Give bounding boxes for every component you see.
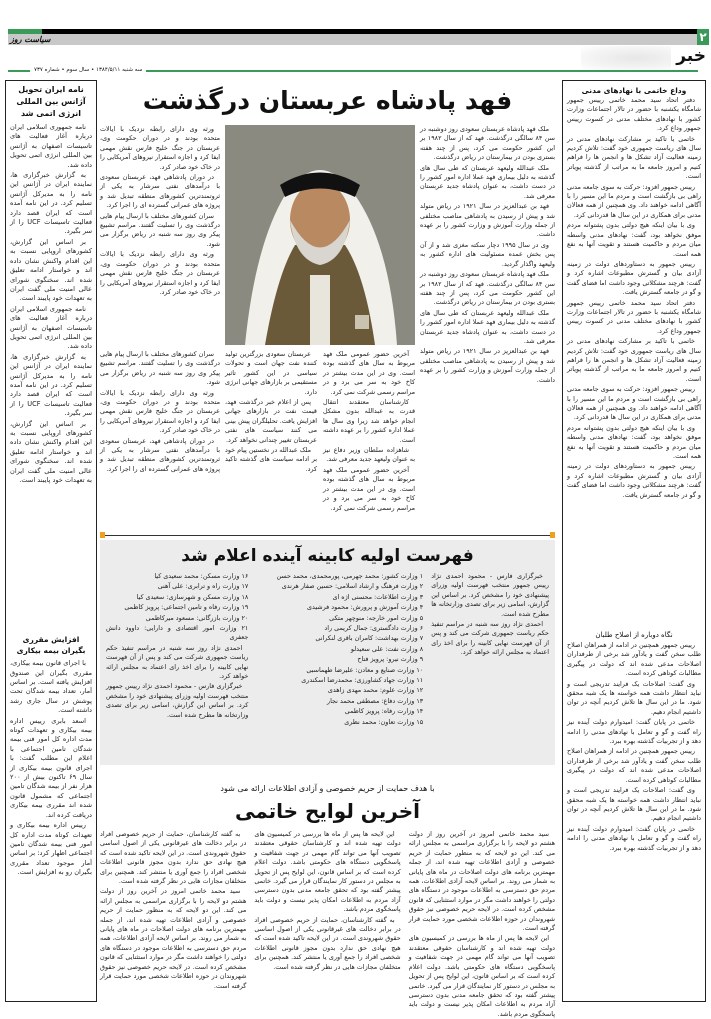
paragraph: به گزارش خبرگزاری ها، نماینده ایران در آژانس این نامه را به مدیرکل آژانس تسلیم کرد. در این نامه آمده است که ایران قصد دارد فعالیت تاسیسات UCF را از سر بگیرد. <box>10 171 92 236</box>
list-item: ۱۰ وزارت صنایع و معادن: علیرضا طهماسبی <box>306 665 424 674</box>
list-item: ۹ وزارت نیرو: پرویز فتاح <box>357 655 424 664</box>
paragraph: رییس جمهور افزود: حرکت به سوی جامعه مدنی راهی بی بازگشت است و مردم ما این مسیر را با آگاهی ادامه خواهند داد. وی همچنین از همه فعالان مدنی برای همکاری در این سال ها قدردانی کرد. <box>567 385 701 422</box>
king-fahd-photo <box>225 125 415 345</box>
paragraph: در دوران پادشاهی فهد، عربستان سعودی با درآمدهای نفتی سرشار به یکی از ثروتمندترین کشورهای منطقه تبدیل شد و پروژه های عمرانی گسترده ای را اجرا کرد. <box>100 436 220 473</box>
article-body-2 <box>10 659 92 998</box>
paragraph: خبرگزاری فارس - محمود احمدی نژاد رییس جمهور منتخب فهرست اولیه وزرای پیشنهادی خود را مشخص کرد. بر اساس این گزارش، اسامی زیر برای تصدی وزارتخانه ها مطرح شده است. <box>431 572 549 618</box>
paragraph: دفتر اتحاد سید محمد خاتمی رییس جمهور شامگاه یکشنبه با حضور در تالار اجتماعات وزارت کشور با نهادهای مختلف مدنی در کسوت رییس جمهور وداع کرد. <box>567 298 701 335</box>
list-item: ۱۸ وزارت مسکن و شهرسازی: سعیدی کیا <box>136 592 249 601</box>
article-body <box>10 123 92 631</box>
cabinet-list-2 <box>106 572 248 757</box>
paragraph: بر اساس این گزارش، کشورهای اروپایی نسبت به این اقدام واکنش نشان داده اند و خواستار ادامه تعلیق شده اند. سخنگوی شورای عالی امنیت ملی گفت ایران به تعهدات خود پایبند است. <box>10 419 92 485</box>
paragraph: ورثه وی دارای رابطه نزدیک با ایالات متحده بودند و در دوران حکومت وی، عربستان در جنگ خلیج فارس نقش مهمی ایفا کرد و اجازه استقرار نیروهای آمریکایی را در خاک خود صادر کرد. <box>100 125 220 171</box>
cabinet-list-1 <box>256 572 423 757</box>
paragraph: فهد بن عبدالعزیز در سال ۱۹۲۱ در ریاض متولد شد و پیش از رسیدن به پادشاهی مناصب مختلفی از جمله وزارت آموزش و وزارت کشور را بر عهده داشت. <box>420 347 555 384</box>
paragraph: به گفته کارشناسان، حمایت از حریم خصوصی افراد در برابر دخالت های غیرقانونی یکی از اصول اساسی حقوق شهروندی است. در این لایحه تاکید شده است که هیچ نهادی حق ندارد بدون مجوز قانونی اطلاعات شخصی افراد را جمع آوری یا منتشر کند. همچنین برای متخلفان مجازات هایی در نظر گرفته شده است. <box>100 830 247 886</box>
paragraph: خاتمی در پایان گفت: امیدوارم دولت آینده نیز راه گفت و گو و تعامل با نهادهای مدنی را ادامه دهد و از تجربیات گذشته بهره ببرد. <box>567 718 701 746</box>
paragraph: رییس جمهور به دستاوردهای دولت در زمینه آزادی بیان و گسترش مطبوعات اشاره کرد و گفت: هرچند مشکلاتی وجود داشت اما فضای گفت و گو در جامعه گسترش یافت. <box>567 462 701 499</box>
khatami-column-2 <box>254 830 400 1002</box>
list-item: ۱۷ وزارت راه و ترابری: علی آهنی <box>157 582 249 591</box>
paragraph: رییس جمهور افزود: حرکت به سوی جامعه مدنی راهی بی بازگشت است و مردم ما این مسیر را با آگاهی ادامه خواهند داد. وی همچنین از همه فعالان مدنی برای همکاری در این سال ها قدردانی کرد. <box>567 182 701 219</box>
lead-headline: فهد پادشاه عربستان درگذشت <box>142 86 513 115</box>
list-item: ۵ وزارت امور خارجه: منوچهر متکی <box>329 613 424 622</box>
khatami-body <box>100 830 555 1018</box>
paragraph: ملک عبدالله ولیعهد عربستان که طی سال های گذشته به دلیل بیماری فهد عملا اداره امور کشور را در دست داشت، به عنوان پادشاه جدید عربستان معرفی شد. <box>420 308 555 345</box>
cabinet-intro <box>431 572 549 757</box>
masthead <box>0 0 711 80</box>
masthead-gray-band <box>8 34 698 45</box>
newspaper-logo: سیاست روز <box>10 35 51 44</box>
list-item: ۳ وزارت اطلاعات: محسنی اژه ای <box>332 592 424 601</box>
paragraph: ورثه وی دارای رابطه نزدیک با ایالات متحده بودند و در دوران حکومت وی، عربستان در جنگ خلیج فارس نقش مهمی ایفا کرد و اجازه استقرار نیروهای آمریکایی را در خاک خود صادر کرد. <box>100 388 220 435</box>
article-title-2: افزایش مقرری بگیران بیمه بیکاری <box>16 635 86 656</box>
paragraph: سران کشورهای مختلف با ارسال پیام هایی درگذشت وی را تسلیت گفتند. مراسم تشییع پیکر وی روز سه شنبه در ریاض برگزار می شود. <box>100 211 220 248</box>
list-item: ۱۶ وزارت مسکن: محمد سعیدی کیا <box>154 572 249 580</box>
list-item: ۴ وزارت آموزش و پرورش: محمود فرشیدی <box>307 603 424 612</box>
paragraph: اسعد بابری رییس اداره بیمه بیکاری و تعهدات کوتاه مدت اداره کل امور فنی بیمه شدگان تامین اجتماعی با اعلام این مطلب گفت: با اجرای قانون بیمه بیکاری از سال ۶۹ تاکنون بیش از ۲۰۰ هزار نفر از بیمه شدگان تامین اجتماعی که مشمول قانون شده اند مقرری بیمه بیکاری دریافت کرده اند. <box>10 716 92 819</box>
paragraph: رییس جمهور همچنین در ادامه از همراهان اصلاح طلب سخن گفت و یادآور شد برخی از طرفداران اصلاحات مدعی شده اند که دولت در پیگیری مطالبات کوتاهی کرده است. <box>567 641 701 678</box>
paragraph: عربستان سعودی بزرگترین تولید کننده نفت جهان است و تحولات سیاسی در این کشور تاثیر مستقیمی بر بازارهای جهانی انرژی دارد. <box>225 350 317 396</box>
paragraph: وی گفت: اصلاحات یک فرایند تدریجی است و نباید انتظار داشت همه خواسته ها یک شبه محقق شود. ما در این سال ها تلاش کردیم آنچه در توان داشتیم انجام دهیم. <box>567 786 701 823</box>
paragraph: به گزارش خبرگزاری ها، نماینده ایران در آژانس این نامه را به مدیرکل آژانس تسلیم کرد. در این نامه آمده است که ایران قصد دارد فعالیت تاسیسات UCF را از سر بگیرد. <box>10 352 92 418</box>
list-item: ۲۱ وزارت امور اقتصادی و دارایی: داوود دانش جعفری <box>106 624 249 642</box>
paragraph: به گفته کارشناسان، حمایت از حریم خصوصی افراد در برابر دخالت های غیرقانونی یکی از اصول اساسی حقوق شهروندی است. در این لایحه تاکید شده است که هیچ نهادی حق ندارد بدون مجوز قانونی اطلاعات شخصی افراد را جمع آوری یا منتشر کند. همچنین برای متخلفان مجازات هایی در نظر گرفته شده است. <box>254 915 401 971</box>
paragraph: رییس اداره بیمه بیکاری و تعهدات کوتاه مدت اداره کل امور فنی بیمه شدگان تامین اجتماعی اظهار کرد: بر اساس آمار موجود تعداد مقرری بگیران رو به افزایش است. <box>10 821 92 877</box>
khatami-kicker: با هدف حمایت از حریم خصوصی و آزادی اطلاعات ارائه می شود <box>220 784 435 793</box>
article-subhead: نگاه دوباره از اصلاح طلبان <box>595 631 673 639</box>
paragraph: وی در سال ۱۹۹۵ دچار سکته مغزی شد و از آن پس بخش عمده مسئولیت های اداره کشور به ولیعهد واگذار گردید. <box>420 240 555 268</box>
khatami-headline: آخرین لوایح خاتمی <box>234 799 421 823</box>
paragraph: رییس جمهور به دستاوردهای دولت در زمینه آزادی بیان و گسترش مطبوعات اشاره کرد و گفت: هرچند مشکلاتی وجود داشت اما فضای گفت و گو در جامعه گسترش یافت. <box>567 259 701 297</box>
article-body <box>567 96 701 630</box>
khatami-column-1 <box>408 830 555 1018</box>
paragraph: سید محمد خاتمی امروز در آخرین روز از دولت هشتم دو لایحه را با برگزاری مراسمی به مجلس ارائه می کند. این دو لایحه که به منظور حمایت از حریم خصوصی و آزادی اطلاعات تهیه شده اند، از جمله مهمترین برنامه های دولت اصلاحات در ماه های پایانی به شمار می روند. بر اساس لایحه آزادی اطلاعات، همه مردم حق دسترسی به اطلاعات موجود در دستگاه های دولتی را خواهند داشت مگر در موارد استثنایی که قانون مشخص کرده است. در لایحه حریم خصوصی نیز حقوق شهروندان در حوزه اطلاعات شخصی مورد حمایت قرار گرفته است. <box>408 830 555 933</box>
rule-marker <box>100 532 105 538</box>
article-title: وداع خاتمی با نهادهای مدنی <box>581 86 687 95</box>
lead-column-4 <box>225 350 317 530</box>
list-item: ۱۴ وزارت رفاه: پرویز کاظمی <box>344 707 424 716</box>
right-column-article <box>562 80 706 1002</box>
list-item: ۲۰ وزارت بازرگانی: مسعود میرکاظمی <box>145 613 249 622</box>
cabinet-headline: فهرست اولیه کابینه آینده اعلام شد <box>181 546 474 566</box>
paragraph: رییس جمهور همچنین در ادامه از همراهان اصلاح طلب سخن گفت و یادآور شد برخی از طرفداران اصلاحات مدعی شده اند که دولت در پیگیری مطالبات کوتاهی کرده است. <box>567 747 701 784</box>
paragraph: وی با بیان اینکه هیچ دولتی بدون پشتوانه مردم موفق نخواهد بود، گفت: نهادهای مدنی واسطه میان مردم و حاکمیت هستند و تقویت آنها به نفع همه است. <box>567 423 701 461</box>
paragraph: وی با بیان اینکه هیچ دولتی بدون پشتوانه مردم موفق نخواهد بود، گفت: نهادهای مدنی واسطه میان مردم و حاکمیت هستند و تقویت آنها به نفع همه است. <box>567 221 701 258</box>
list-item: ۱۹ وزارت رفاه و تامین اجتماعی: پرویز کاظمی <box>124 603 249 612</box>
paragraph: سید محمد خاتمی امروز در آخرین روز از دولت هشتم دو لایحه را با برگزاری مراسمی به مجلس ارائه می کند. این دو لایحه که به منظور حمایت از حریم خصوصی و آزادی اطلاعات تهیه شده اند، از جمله مهمترین برنامه های دولت اصلاحات در ماه های پایانی به شمار می روند. بر اساس لایحه آزادی اطلاعات، همه مردم حق دسترسی به اطلاعات موجود در دستگاه های دولتی را خواهند داشت مگر در موارد استثنایی که قانون مشخص کرده است. در لایحه حریم خصوصی نیز حقوق شهروندان در حوزه اطلاعات شخصی مورد حمایت قرار گرفته است. <box>100 887 247 990</box>
list-item: ۷ وزارت بهداشت: کامران باقری لنکرانی <box>315 634 424 643</box>
list-item: ۲ وزارت فرهنگ و ارشاد اسلامی: حسین صفار هرندی <box>281 582 424 591</box>
list-item: ۱۵ وزارت تعاون: محمد نظری <box>344 717 424 726</box>
paragraph: وی گفت: اصلاحات یک فرایند تدریجی است و نباید انتظار داشت همه خواسته ها یک شبه محقق شود. ما در این سال ها تلاش کردیم آنچه در توان داشتیم انجام دهیم. <box>567 679 701 716</box>
paragraph: این لایحه ها پس از ماه ها بررسی در کمیسیون های دولت تهیه شده اند و کارشناسان حقوقی معتقدند تصویب آنها می تواند گام مهمی در جهت شفافیت و پاسخگویی دستگاه های حکومتی باشد. دولت اعلام کرده است که بر اساس قانون، این لوایح پس از تحویل به مجلس در دستور کار نمایندگان قرار می گیرد. خاتمی پیشتر گفته بود که تحقق جامعه مدنی بدون دسترسی آزاد مردم به اطلاعات امکان پذیر نیست و دولت باید پاسخگوی مردم باشد. <box>408 934 555 1018</box>
paragraph: ملک فهد پادشاه عربستان سعودی روز دوشنبه در سن ۸۴ سالگی درگذشت. فهد که از سال ۱۹۸۲ بر این کشور حکومت می کرد، پس از چند هفته بستری بودن در بیمارستان در ریاض درگذشت. <box>420 125 555 162</box>
paragraph: نامه جمهوری اسلامی ایران درباره آغاز فعالیت های تاسیسات اصفهان به آژانس بین المللی انرژی اتمی تحویل داده شد. <box>10 304 92 351</box>
paragraph: بر اساس این گزارش، کشورهای اروپایی نسبت به این اقدام واکنش نشان داده اند و خواستار ادامه تعلیق شده اند. سخنگوی شورای عالی امنیت ملی گفت ایران به تعهدات خود پایبند است. <box>10 237 92 303</box>
paragraph: ملک فهد پادشاه عربستان سعودی روز دوشنبه در سن ۸۴ سالگی درگذشت. فهد که از سال ۱۹۸۲ بر این کشور حکومت می کرد، پس از چند هفته بستری بودن در بیمارستان در ریاض درگذشت. <box>420 270 555 307</box>
lead-column-1 <box>420 125 555 530</box>
khatami-column-3 <box>100 830 246 1002</box>
paragraph: با اجرای قانون بیمه بیکاری، مقرری بگیران این صندوق افزایش یافته است. بر اساس آمار، تعداد بیمه شدگان تحت پوشش در سال جاری رشد داشته است. <box>10 659 92 715</box>
list-item: ۶ وزارت دادگستری: جمال کریمی راد <box>324 624 424 633</box>
article-body-continued <box>567 641 701 997</box>
page-number: ۲ <box>697 29 709 45</box>
section-rule <box>102 535 554 536</box>
lead-column-5 <box>100 350 220 530</box>
section-title: خبر <box>676 46 706 66</box>
list-item: ۱۳ وزارت دفاع: مصطفی محمد نجار <box>327 696 424 705</box>
cabinet-box <box>100 540 555 765</box>
paragraph: کارشناسان معتقدند انتقال قدرت به عبدالله بدون مشکل انجام خواهد شد زیرا وی سال ها عملا اداره کشور را بر عهده داشته است. <box>323 398 415 444</box>
paragraph: خاتمی با تاکید بر مشارکت نهادهای مدنی در سال های ریاست جمهوری خود گفت: تلاش کردیم زمینه فعالیت آزاد تشکل ها و انجمن ها را فراهم کنیم و امروز جامعه ما به مراتب از گذشته پویاتر است. <box>567 134 701 181</box>
paragraph: احمدی نژاد روز سه شنبه در مراسم تنفیذ حکم ریاست جمهوری شرکت می کند و پس از آن فهرست نهایی کابینه را برای اخذ رای اعتماد به مجلس ارائه خواهد کرد. <box>106 643 249 681</box>
paragraph: آخرین حضور عمومی ملک فهد مربوط به سال های گذشته بوده است. وی در این مدت بیشتر در کاخ خود به سر می برد و در مراسم رسمی شرکت نمی کرد. <box>323 350 415 396</box>
paragraph: ورثه وی دارای رابطه نزدیک با ایالات متحده بودند و در دوران حکومت وی، عربستان در جنگ خلیج فارس نقش مهمی ایفا کرد و اجازه استقرار نیروهای آمریکایی را در خاک خود صادر کرد. <box>100 250 220 296</box>
paragraph: پس از اعلام خبر درگذشت فهد، قیمت نفت در بازارهای جهانی افزایش یافت. تحلیلگران پیش بینی می کنند سیاست های نفتی عربستان تغییر چندانی نخواهد کرد. <box>225 398 317 444</box>
paragraph: خبرگزاری فارس - محمود احمدی نژاد رییس جمهور منتخب فهرست اولیه وزرای پیشنهادی خود را مشخص کرد. بر اساس این گزارش، اسامی زیر برای تصدی وزارتخانه ها مطرح شده است. <box>106 682 249 719</box>
paragraph: دفتر اتحاد سید محمد خاتمی رییس جمهور شامگاه یکشنبه با حضور در تالار اجتماعات وزارت کشور با نهادهای مختلف مدنی در کسوت رییس جمهور وداع کرد. <box>567 96 701 133</box>
paragraph: سران کشورهای مختلف با ارسال پیام هایی درگذشت وی را تسلیت گفتند. مراسم تشییع پیکر وی روز سه شنبه در ریاض برگزار می شود. <box>100 350 220 387</box>
paragraph: فهد بن عبدالعزیز در سال ۱۹۲۱ در ریاض متولد شد و پیش از رسیدن به پادشاهی مناصب مختلفی از جمله وزارت آموزش و وزارت کشور را بر عهده داشت. <box>420 202 555 239</box>
paragraph: این لایحه ها پس از ماه ها بررسی در کمیسیون های دولت تهیه شده اند و کارشناسان حقوقی معتقدند تصویب آنها می تواند گام مهمی در جهت شفافیت و پاسخگویی دستگاه های حکومتی باشد. دولت اعلام کرده است که بر اساس قانون، این لوایح پس از تحویل به مجلس در دستور کار نمایندگان قرار می گیرد. خاتمی پیشتر گفته بود که تحقق جامعه مدنی بدون دسترسی آزاد مردم به اطلاعات امکان پذیر نیست و دولت باید پاسخگوی مردم باشد. <box>254 830 401 914</box>
paragraph: آخرین حضور عمومی ملک فهد مربوط به سال های گذشته بوده است. وی در این مدت بیشتر در کاخ خود به سر می برد و در مراسم رسمی شرکت نمی کرد. <box>323 465 415 512</box>
lead-column-3 <box>323 350 415 530</box>
world-map-graphic <box>581 46 671 70</box>
list-item: ۱ وزارت کشور: محمد جهرمی، پورمحمدی، محمد حسن <box>276 572 424 580</box>
paragraph: احمدی نژاد روز سه شنبه در مراسم تنفیذ حکم ریاست جمهوری شرکت می کند و پس از آن فهرست نهایی کابینه را برای اخذ رای اعتماد به مجلس ارائه خواهد کرد. <box>431 620 549 657</box>
dateline: سه شنبه ۱۳۸۴/۵/۱۱ • سال سوم • شماره ۷۳۷ <box>30 66 146 75</box>
article-title: نامه ایران تحویل آژانس بین المللی انرژی اتمی شد <box>16 85 86 118</box>
paragraph: خاتمی در پایان گفت: امیدوارم دولت آینده نیز راه گفت و گو و تعامل با نهادهای مدنی را ادامه دهد و از تجربیات گذشته بهره ببرد. <box>567 824 701 852</box>
rule-marker <box>550 532 555 538</box>
list-item: ۱۱ وزارت جهاد کشاورزی: محمدرضا اسکندری <box>301 676 424 685</box>
list-item: ۱۲ وزارت علوم: محمد مهدی زاهدی <box>327 686 424 695</box>
paragraph: ملک عبدالله در نخستین پیام خود بر ادامه سیاست های گذشته تاکید کرد. <box>225 446 317 473</box>
list-item: ۸ وزارت نفت: علی سعیدلو <box>350 644 424 653</box>
paragraph: ملک عبدالله ولیعهد عربستان که طی سال های گذشته به دلیل بیماری فهد عملا اداره امور کشور را در دست داشت، به عنوان پادشاه جدید عربستان معرفی شد. <box>420 163 555 200</box>
paragraph: نامه جمهوری اسلامی ایران درباره آغاز فعالیت های تاسیسات اصفهان به آژانس بین المللی انرژی اتمی تحویل داده شد. <box>10 123 92 169</box>
lead-column-2 <box>100 125 220 350</box>
paragraph: خاتمی با تاکید بر مشارکت نهادهای مدنی در سال های ریاست جمهوری خود گفت: تلاش کردیم زمینه فعالیت آزاد تشکل ها و انجمن ها را فراهم کنیم و امروز جامعه ما به مراتب از گذشته پویاتر است. <box>567 337 701 383</box>
left-column-article <box>5 80 97 1002</box>
paragraph: در دوران پادشاهی فهد، عربستان سعودی با درآمدهای نفتی سرشار به یکی از ثروتمندترین کشورهای منطقه تبدیل شد و پروژه های عمرانی گسترده ای را اجرا کرد. <box>100 173 220 210</box>
paragraph: شاهزاده سلطان وزیر دفاع نیز به عنوان ولیعهد جدید معرفی شد. <box>323 446 415 464</box>
